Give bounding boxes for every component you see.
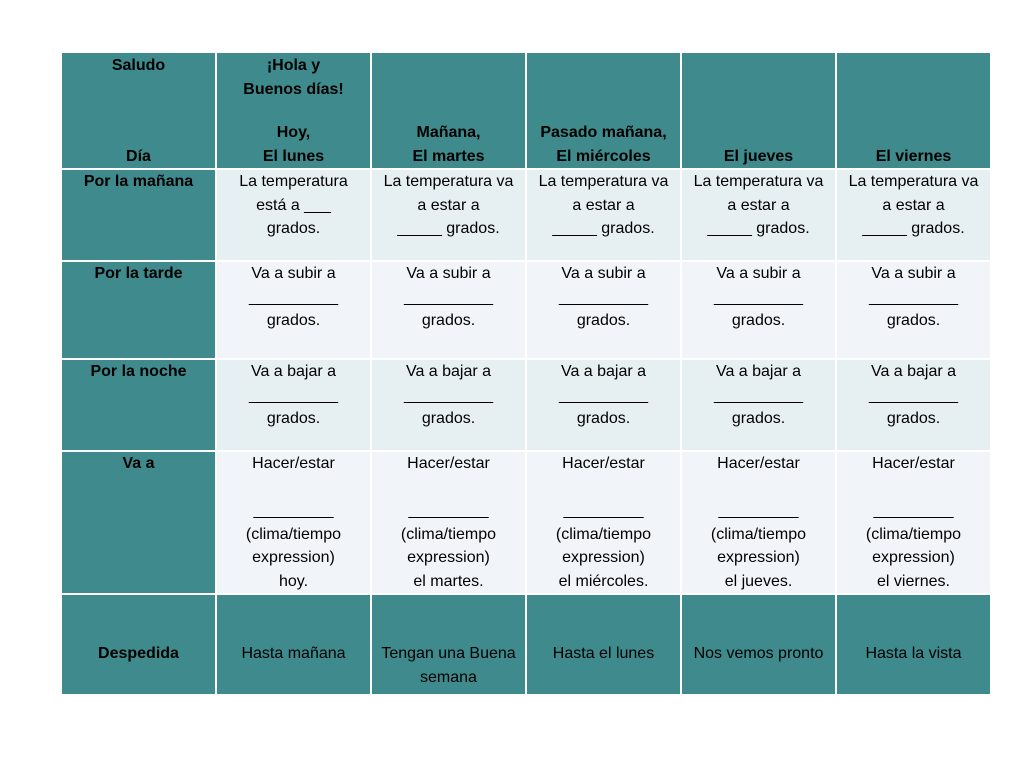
day-row-label: Día [126,147,151,165]
greeting-column-label: Saludo [111,57,166,74]
cell-line: Va a bajar a [250,363,337,380]
cell-line: _____ grados. [862,220,965,237]
cell-line: Va a bajar a [715,363,802,380]
cell-night-monday [216,359,371,451]
header-day-friday [836,52,991,169]
cell-morning-tuesday [371,169,526,261]
row-night [61,359,991,451]
cell-line: __________ [404,386,493,404]
cell-line: Va a subir a [251,265,336,282]
cell-line: (clima/tiempo [400,525,497,543]
cell-line: La temperatura va [538,173,669,190]
cell-farewell-thursday [681,594,836,695]
row-label-night: Por la noche [61,359,216,451]
header-day-tuesday [371,52,526,169]
cell-line: Hasta la vista [865,645,962,662]
row-va-a [61,451,991,594]
cell-farewell-monday [216,594,371,695]
cell-afternoon-tuesday [371,261,526,359]
cell-line: La temperatura va [383,173,514,190]
cell-line: grados. [266,410,321,427]
cell-line: a estar a [572,196,635,214]
cell-line: (clima/tiempo [865,525,962,543]
cell-line: grados. [266,312,321,329]
cell-line: Hasta el lunes [552,645,655,662]
cell-va-a-tuesday [371,451,526,594]
day-label [219,121,368,168]
cell-line: _____ grados. [397,220,500,237]
cell-line: (clima/tiempo [710,525,807,543]
cell-line: __________ [869,386,958,404]
header-day-wednesday [526,52,681,169]
cell-line: el martes. [413,572,484,590]
cell-line: el miércoles. [558,572,649,590]
cell-line: __________ [714,386,803,404]
day-line-1: Pasado mañana, [540,124,667,141]
cell-line: grados. [266,220,321,237]
cell-line: Hasta mañana [241,645,346,662]
cell-line: Va a subir a [871,265,956,282]
cell-line: grados. [886,312,941,329]
cell-gap [219,476,368,500]
cell-gap [529,476,678,500]
day-line-2: El lunes [262,147,325,165]
cell-line: hoy. [278,572,309,590]
cell-line: _________ [563,502,644,519]
day-line-2: El miércoles [556,147,651,165]
cell-morning-monday [216,169,371,261]
cell-line: La temperatura va [848,173,979,190]
cell-farewell-wednesday [526,594,681,695]
cell-line: __________ [869,288,958,306]
cell-gap [374,476,523,500]
cell-line: expression) [252,549,335,566]
cell-line: expression) [407,549,490,566]
row-afternoon [61,261,991,359]
cell-line: expression) [717,549,800,566]
cell-line: _____ grados. [552,220,655,237]
cell-line: Nos vemos pronto [693,645,824,662]
cell-line: Va a bajar a [560,363,647,380]
weather-worksheet-table [60,51,992,696]
cell-line: grados. [576,410,631,427]
row-label-morning: Por la mañana [61,169,216,261]
cell-night-thursday [681,359,836,451]
row-label-va-a: Va a [61,451,216,594]
greeting-line-2: Buenos días! [243,80,344,98]
cell-line: el viernes. [877,572,950,590]
cell-gap [684,476,833,500]
row-morning [61,169,991,261]
cell-line: grados. [886,410,941,427]
cell-line: está a ___ [256,196,331,214]
cell-line: a estar a [727,196,790,214]
cell-line: Hacer/estar [252,455,335,472]
cell-line: (clima/tiempo [555,525,652,543]
header-day-thursday [681,52,836,169]
cell-line: Va a subir a [716,265,801,282]
cell-va-a-thursday [681,451,836,594]
cell-line: __________ [249,386,338,404]
cell-line: _________ [408,502,489,519]
cell-line: _________ [253,502,334,519]
cell-line: Hacer/estar [717,455,800,472]
cell-afternoon-monday [216,261,371,359]
cell-line: _________ [718,502,799,519]
cell-line: Va a bajar a [870,363,957,380]
cell-farewell-friday [836,594,991,695]
cell-line: _____ grados. [707,220,810,237]
cell-line: Hacer/estar [562,455,645,472]
cell-line: Va a bajar a [405,363,492,380]
cell-line: expression) [872,549,955,566]
cell-line: (clima/tiempo [245,525,342,543]
day-line-2: El jueves [723,147,794,165]
cell-line: a estar a [417,196,480,214]
cell-va-a-wednesday [526,451,681,594]
row-label-farewell: Despedida [61,594,216,695]
day-line-2: El martes [412,147,485,165]
cell-morning-thursday [681,169,836,261]
cell-line: La temperatura [239,173,348,190]
cell-night-tuesday [371,359,526,451]
cell-line: semana [420,668,477,686]
header-corner-cell [61,52,216,169]
day-line-2: El viernes [875,147,952,165]
cell-line: _________ [873,502,954,519]
cell-line: __________ [714,288,803,306]
cell-line: grados. [731,312,786,329]
cell-line: __________ [559,386,648,404]
cell-afternoon-friday [836,261,991,359]
cell-line: grados. [731,410,786,427]
day-line-1: Mañana, [416,124,481,141]
row-farewell [61,594,991,695]
cell-morning-wednesday [526,169,681,261]
cell-va-a-friday [836,451,991,594]
cell-afternoon-wednesday [526,261,681,359]
cell-line: Hacer/estar [872,455,955,472]
cell-line: Hacer/estar [407,455,490,472]
cell-line: grados. [421,410,476,427]
cell-line: Va a subir a [561,265,646,282]
header-day-monday [216,52,371,169]
cell-line: Va a subir a [406,265,491,282]
cell-morning-friday [836,169,991,261]
cell-line: expression) [562,549,645,566]
header-row [61,52,991,169]
cell-line: Tengan una Buena [381,645,516,662]
cell-line: __________ [249,288,338,306]
greeting-line-1: ¡Hola y [266,57,321,74]
cell-line: grados. [421,312,476,329]
greeting-text [219,54,368,101]
cell-line: __________ [559,288,648,306]
cell-line: grados. [576,312,631,329]
cell-line: La temperatura va [693,173,824,190]
cell-afternoon-thursday [681,261,836,359]
cell-line: el jueves. [724,572,793,590]
cell-gap [839,476,988,500]
cell-night-wednesday [526,359,681,451]
cell-va-a-monday [216,451,371,594]
cell-line: __________ [404,288,493,306]
cell-line: a estar a [882,196,945,214]
cell-farewell-tuesday [371,594,526,695]
cell-night-friday [836,359,991,451]
row-label-afternoon: Por la tarde [61,261,216,359]
day-line-1: Hoy, [276,124,311,141]
